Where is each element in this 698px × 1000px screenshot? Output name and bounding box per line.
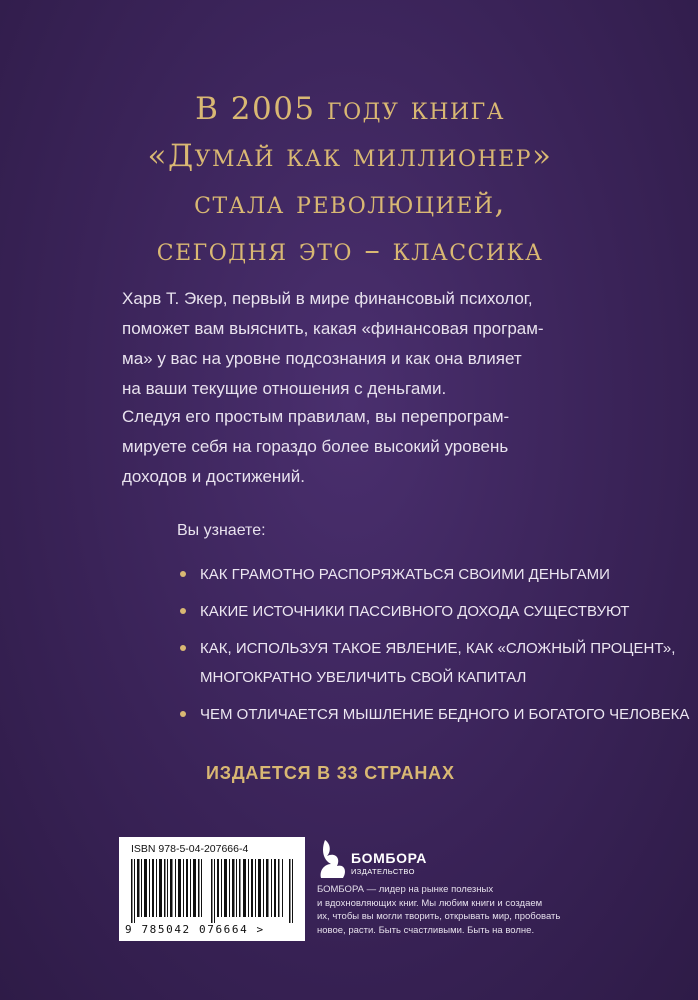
headline-line: «Думай как миллионер»: [147, 138, 553, 174]
text-line: мируете себя на гораздо более высокий уровень: [122, 437, 509, 456]
bullet-dot-icon: [180, 571, 186, 577]
text-line: их, чтобы вы могли творить, открывать мир, пробовать: [317, 911, 561, 922]
publisher-name: БОМБОРА: [351, 850, 427, 866]
barcode-digits: 9 785042 076664 >: [125, 923, 265, 936]
bullet-dot-icon: [180, 608, 186, 614]
intro-paragraph-2: [122, 402, 592, 492]
text-line: ма» у вас на уровне подсознания и как она влияет: [122, 349, 522, 368]
text-line: БОМБОРА — лидер на рынке полезных: [317, 884, 494, 895]
text-line: поможет вам выяснить, какая «финансовая програм-: [122, 319, 544, 338]
bullet-dot-icon: [180, 645, 186, 651]
publisher-description: [317, 883, 577, 937]
barcode: [119, 837, 305, 941]
list-item-text: КАКИЕ ИСТОЧНИКИ ПАССИВНОГО ДОХОДА СУЩЕСТВУЮТ: [200, 603, 630, 620]
headline-line: стала революцией,: [194, 185, 506, 221]
list-item-text: ЧЕМ ОТЛИЧАЕТСЯ МЫШЛЕНИЕ БЕДНОГО И БОГАТОГО ЧЕЛОВЕКА: [200, 706, 690, 723]
text-line: и вдохновляющих книг. Мы любим книги и создаем: [317, 897, 543, 909]
learn-list: [177, 560, 690, 737]
list-item: [177, 700, 690, 729]
list-item: [177, 634, 676, 692]
isbn-text: ISBN 978-5-04-207666-4: [131, 843, 249, 855]
learn-title: Вы узнаете:: [177, 522, 266, 539]
text-line: Харв Т. Экер, первый в мире финансовый психолог,: [122, 289, 533, 308]
text-line: доходов и достижений.: [122, 467, 306, 486]
text-line: новое, расти. Быть счастливыми. Быть на волне.: [317, 924, 535, 936]
text-line: на ваши текущие отношения с деньгами.: [122, 379, 447, 398]
list-item: [177, 560, 637, 589]
list-item: [177, 597, 637, 626]
countries-banner: ИЗДАЕТСЯ В 33 СТРАНАХ: [206, 763, 455, 783]
publisher-logo-icon: [317, 838, 349, 882]
publisher-subtitle: ИЗДАТЕЛЬСТВО: [351, 867, 415, 876]
list-item-text: МНОГОКРАТНО УВЕЛИЧИТЬ СВОЙ КАПИТАЛ: [200, 669, 527, 686]
barcode-bars-icon: [131, 859, 297, 923]
list-item-text: КАК ГРАМОТНО РАСПОРЯЖАТЬСЯ СВОИМИ ДЕНЬГАМИ: [200, 566, 610, 583]
intro-paragraph-1: [122, 284, 592, 404]
headline-line: В 2005 году книга: [195, 91, 505, 127]
headline-line: сегодня это – классика: [156, 232, 544, 268]
bullet-dot-icon: [180, 711, 186, 717]
list-item-text: КАК, ИСПОЛЬЗУЯ ТАКОЕ ЯВЛЕНИЕ, КАК «СЛОЖНЫЙ ПРОЦЕНТ»,: [200, 640, 676, 657]
headline: [60, 86, 640, 274]
text-line: Следуя его простым правилам, вы перепрограм-: [122, 407, 510, 426]
